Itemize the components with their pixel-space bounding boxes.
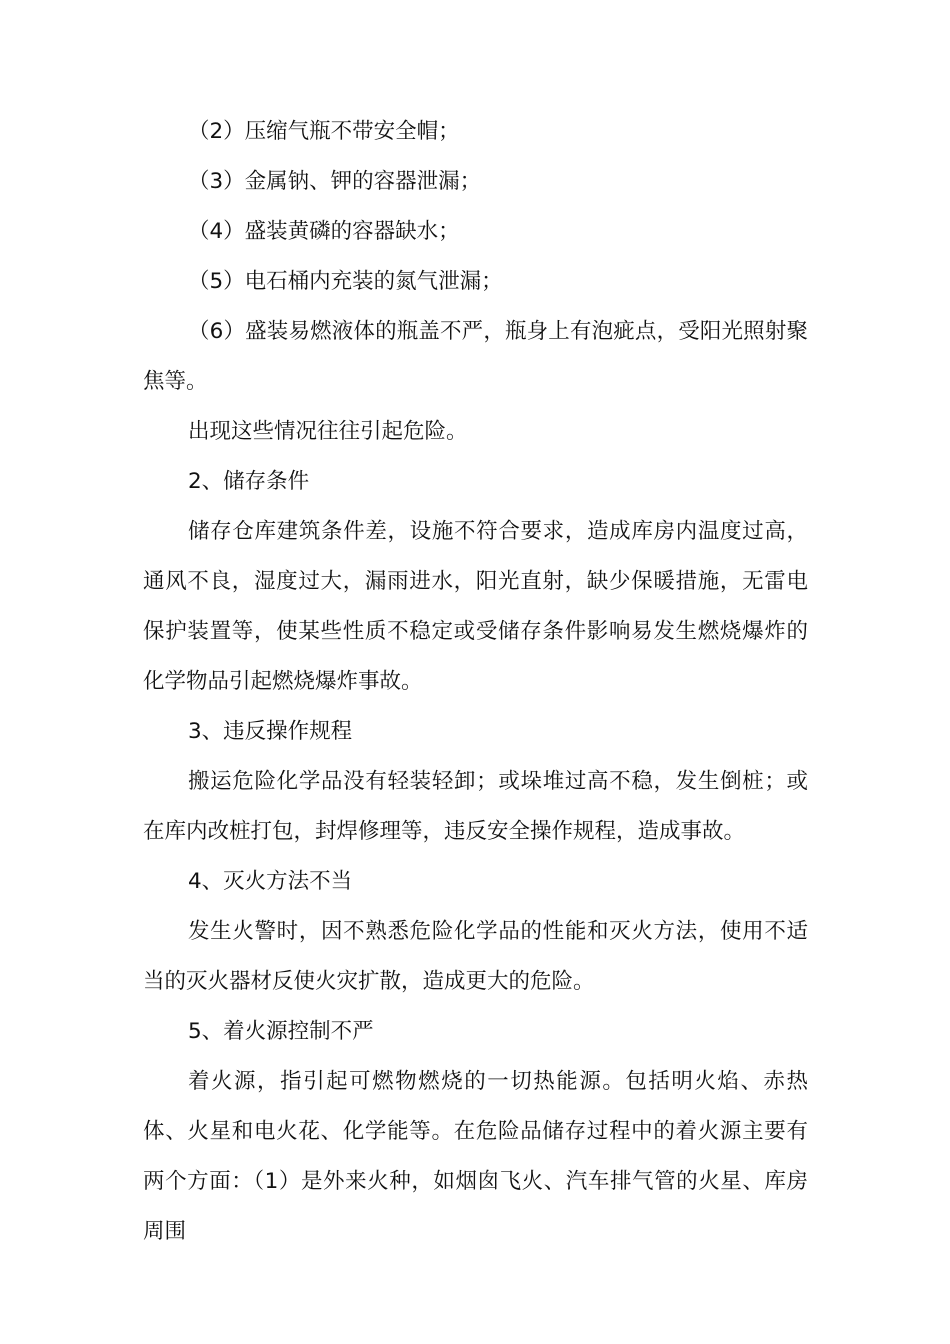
section-heading-operating-rules: 3、违反操作规程 (188, 719, 353, 744)
body-paragraph: 发生火警时，因不熟悉危险化学品的性能和灭火方法，使用不适当的灭火器材反使火灾扩散，造成更大的危险。 (143, 919, 808, 994)
list-item-5: （5）电石桶内充装的氮气泄漏； (188, 269, 503, 294)
list-item-3: （3）金属钠、钾的容器泄漏； (188, 169, 482, 194)
section-heading-fire-fighting: 4、灭火方法不当 (188, 869, 353, 894)
section-heading-storage-conditions: 2、储存条件 (188, 469, 310, 494)
document-body (143, 107, 808, 1257)
body-paragraph: 搬运危险化学品没有轻装轻卸；或垛堆过高不稳，发生倒桩；或在库内改桩打包，封焊修理等，违反安全操作规程，造成事故。 (143, 769, 808, 844)
list-item-4: （4）盛装黄磷的容器缺水； (188, 219, 460, 244)
list-item-2: （2）压缩气瓶不带安全帽； (188, 119, 460, 144)
section-heading-ignition-source: 5、着火源控制不严 (188, 1019, 374, 1044)
body-paragraph: 储存仓库建筑条件差，设施不符合要求，造成库房内温度过高，通风不良，湿度过大，漏雨进水，阳光直射，缺少保暖措施，无雷电保护装置等，使某些性质不稳定或受储存条件影响易发生燃烧爆炸的化学物品引起燃烧爆炸事故。 (143, 519, 808, 694)
body-paragraph: 着火源，指引起可燃物燃烧的一切热能源。包括明火焰、赤热体、火星和电火花、化学能等。在危险品储存过程中的着火源主要有两个方面：（1）是外来火种，如烟囱飞火、汽车排气管的火星、库房周围 (143, 1069, 808, 1244)
body-paragraph: 出现这些情况往往引起危险。 (188, 419, 468, 444)
list-item-6: （6）盛装易燃液体的瓶盖不严，瓶身上有泡疵点，受阳光照射聚焦等。 (143, 319, 808, 394)
